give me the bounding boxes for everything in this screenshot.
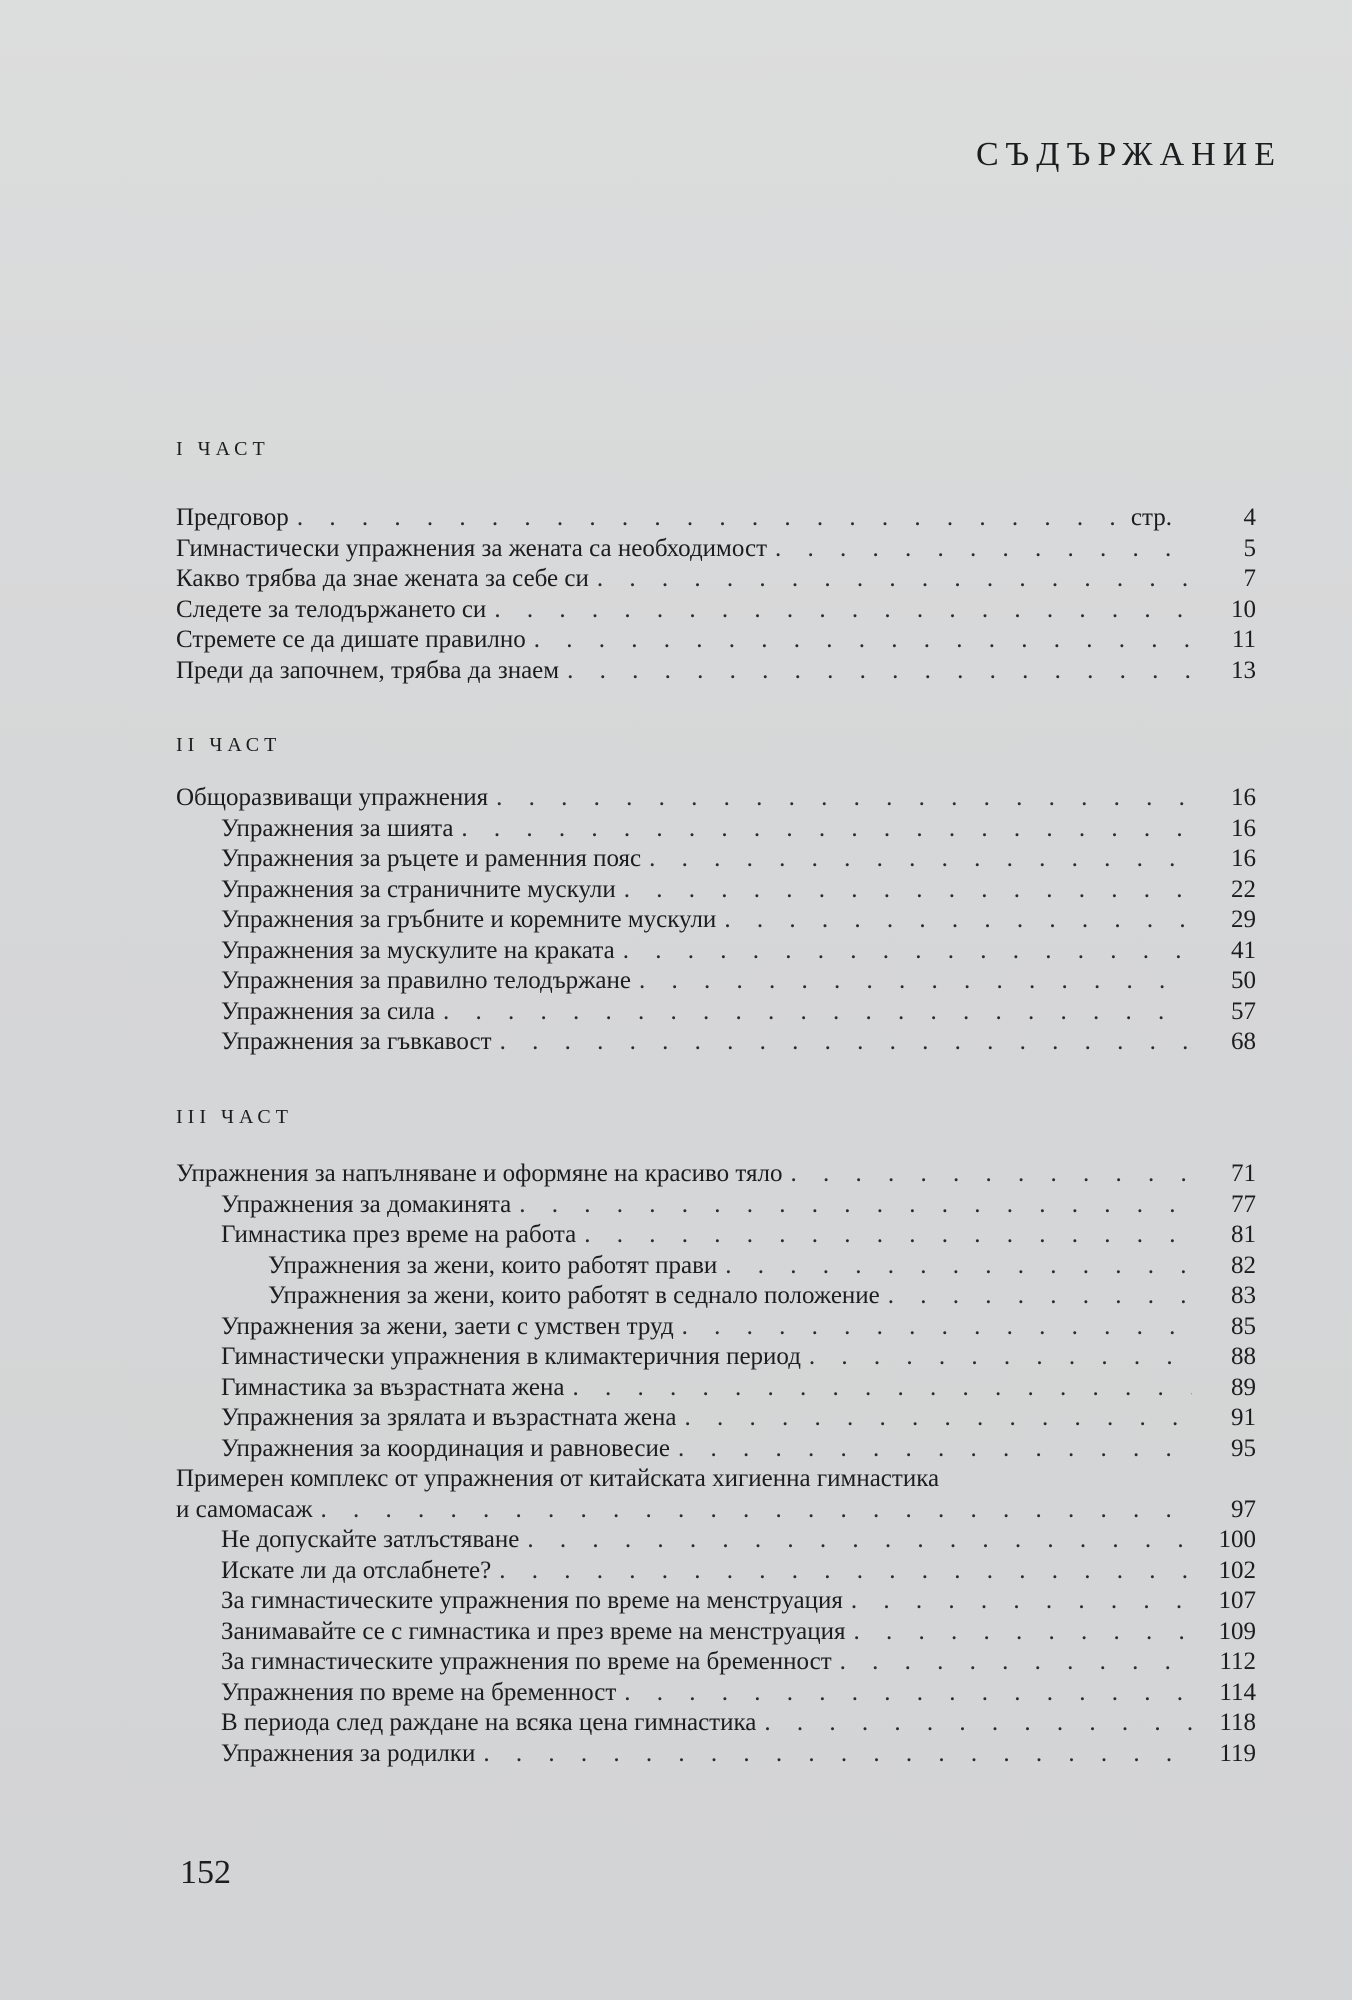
- toc-entry-page: 77: [1231, 1190, 1256, 1218]
- dot-leader: [775, 534, 1192, 565]
- toc-entry-page: 118: [1219, 1709, 1256, 1736]
- toc-entry-title: Не допускайте затлъстяване: [221, 1526, 520, 1553]
- toc-entry: [176, 814, 1256, 845]
- toc-entry: [176, 1617, 1256, 1648]
- toc-entry: [176, 564, 1256, 595]
- dot-leader: [499, 1556, 1192, 1587]
- toc-entry: [176, 1556, 1256, 1587]
- dot-leader: [443, 997, 1192, 1028]
- dot-leader: [584, 1220, 1192, 1251]
- toc-entry-page: 112: [1219, 1648, 1256, 1675]
- toc-entry-page: 97: [1231, 1495, 1256, 1523]
- toc-section: [176, 1159, 1256, 1769]
- toc-entry: [176, 1525, 1256, 1556]
- toc-entry-page: 82: [1231, 1251, 1256, 1279]
- toc-entry: [176, 595, 1256, 626]
- toc-entry-title: Упражнения за жени, които работят в седнало положение: [268, 1282, 880, 1309]
- toc-entry-title: и самомасаж: [176, 1495, 313, 1523]
- dot-leader: [534, 625, 1192, 656]
- toc-entry-title: Упражнения по време на бременност: [221, 1678, 617, 1706]
- page-abbrev: стр.: [1130, 504, 1172, 531]
- toc-entry-title: Гимнастика за възрастната жена: [221, 1373, 565, 1401]
- dot-leader: [321, 1495, 1193, 1526]
- page-title: СЪДЪРЖАНИЕ: [975, 136, 1282, 173]
- toc-entry: [176, 625, 1256, 656]
- toc-entry-page: 7: [1243, 565, 1256, 592]
- toc-entry-title: Гимнастически упражнения за жената са необходимост: [176, 534, 768, 562]
- toc-entry-title: Гимнастика през време на работа: [221, 1221, 577, 1248]
- toc-entry-title: Гимнастически упражнения в климактеричния период: [221, 1343, 801, 1370]
- toc-entry: [176, 1159, 1256, 1190]
- toc-entry: [176, 1312, 1256, 1343]
- part-heading: III ЧАСТ: [176, 1106, 293, 1128]
- toc-entry: [176, 936, 1256, 967]
- toc-entry-title: В периода след раждане на всяка цена гимнастика: [221, 1709, 757, 1736]
- toc-entry-page: 109: [1218, 1617, 1256, 1645]
- part-heading: I ЧАСТ: [176, 438, 270, 460]
- toc-entry-page: 16: [1231, 784, 1256, 811]
- dot-leader: [724, 905, 1192, 936]
- toc-entry-title: Упражнения за правилно телодържане: [221, 967, 631, 994]
- toc-entry: [176, 503, 1256, 534]
- toc-entry: [176, 1708, 1256, 1739]
- toc-entry-title: Упражнения за родилки: [221, 1739, 476, 1767]
- dot-leader: [678, 1434, 1192, 1465]
- toc-entry-page: 11: [1231, 626, 1256, 653]
- dot-leader: [297, 503, 1123, 534]
- toc-entry-title: Упражнения за ръцете и раменния пояс: [221, 845, 642, 872]
- toc-section: [176, 783, 1256, 1058]
- dot-leader: [840, 1647, 1192, 1678]
- toc-entry-page: 91: [1231, 1404, 1256, 1431]
- dot-leader: [496, 783, 1192, 814]
- toc-entry: [176, 783, 1256, 814]
- toc-entry-page: 119: [1219, 1739, 1256, 1767]
- dot-leader: [623, 936, 1192, 967]
- toc-entry-page: 16: [1231, 814, 1256, 842]
- toc-entry-page: 107: [1218, 1587, 1256, 1614]
- toc-entry-title: Упражнения за напълняване и оформяне на красиво тяло: [176, 1160, 783, 1187]
- toc-entry-page: 89: [1231, 1373, 1256, 1401]
- toc-entry-title: Искате ли да отслабнете?: [221, 1556, 492, 1584]
- toc-entry-page: 4: [1243, 504, 1256, 531]
- toc-entry-page: 10: [1231, 595, 1256, 623]
- toc-entry-title: Стремете се да дишате правилно: [176, 626, 526, 653]
- toc-entry: [176, 1647, 1256, 1678]
- dot-leader: [809, 1342, 1192, 1373]
- toc-entry-title: Упражнения за страничните мускули: [221, 875, 616, 903]
- toc-entry-title: Преди да започнем, трябва да знаем: [176, 656, 560, 684]
- toc-entry-title: Примерен комплекс от упражнения от китайската хигиенна гимнастика: [176, 1465, 940, 1492]
- toc-entry-title: Упражнения за координация и равновесие: [221, 1434, 670, 1462]
- toc-entry: [176, 1373, 1256, 1404]
- dot-leader: [624, 1678, 1192, 1709]
- toc-entry-page: 22: [1231, 875, 1256, 903]
- dot-leader: [790, 1159, 1192, 1190]
- toc-entry-page: 114: [1219, 1678, 1256, 1706]
- toc-entry: [176, 844, 1256, 875]
- page-number: 152: [180, 1854, 231, 1891]
- toc-entry-page: 41: [1231, 936, 1256, 964]
- dot-leader: [572, 1373, 1192, 1404]
- toc-entry: [176, 656, 1256, 687]
- dot-leader: [725, 1251, 1192, 1282]
- toc-entry-page: 85: [1231, 1312, 1256, 1340]
- toc-entry-page: 16: [1231, 845, 1256, 872]
- toc-entry: [176, 1220, 1256, 1251]
- toc-entry: [176, 1739, 1256, 1770]
- dot-leader: [684, 1403, 1192, 1434]
- toc-entry-page: 102: [1218, 1556, 1256, 1584]
- dot-leader: [519, 1190, 1192, 1221]
- toc-entry-title: Упражнения за гъвкавост: [221, 1028, 492, 1055]
- toc-entry-page: 88: [1231, 1343, 1256, 1370]
- toc-entry-title: Упражнения за мускулите на краката: [221, 936, 615, 964]
- toc-entry-continuation: [176, 1495, 1256, 1526]
- toc-entry-page: 95: [1231, 1434, 1256, 1462]
- toc-entry: [176, 966, 1256, 997]
- dot-leader: [888, 1281, 1192, 1312]
- toc-entry-page: 50: [1231, 967, 1256, 994]
- toc-entry-page: 68: [1231, 1028, 1256, 1055]
- dot-leader: [682, 1312, 1192, 1343]
- toc-entry: [176, 905, 1256, 936]
- dot-leader: [483, 1739, 1192, 1770]
- toc-entry: [176, 1586, 1256, 1617]
- toc-entry: [176, 997, 1256, 1028]
- dot-leader: [500, 1027, 1192, 1058]
- toc-entry: [176, 1678, 1256, 1709]
- toc-entry-page: 13: [1231, 656, 1256, 684]
- dot-leader: [527, 1525, 1192, 1556]
- toc-entry-page: 29: [1231, 906, 1256, 933]
- toc-entry: [176, 1251, 1256, 1282]
- dot-leader: [567, 656, 1192, 687]
- part-heading: II ЧАСТ: [176, 734, 282, 756]
- dot-leader: [597, 564, 1192, 595]
- toc-entry-page: 83: [1231, 1282, 1256, 1309]
- toc-entry-page: 57: [1231, 997, 1256, 1025]
- dot-leader: [624, 875, 1192, 906]
- toc-entry: [176, 1281, 1256, 1312]
- toc-entry-title: Следете за телодържането си: [176, 595, 487, 623]
- dot-leader: [649, 844, 1192, 875]
- toc-entry-title: Упражнения за жени, които работят прави: [268, 1251, 718, 1279]
- toc-entry-title: Упражнения за зрялата и възрастната жена: [221, 1404, 677, 1431]
- dot-leader: [854, 1617, 1192, 1648]
- toc-entry-title: Общоразвиващи упражнения: [176, 784, 489, 811]
- toc-entry: [176, 1464, 1256, 1495]
- toc-entry-page: 5: [1243, 534, 1256, 562]
- toc-entry: [176, 875, 1256, 906]
- dot-leader: [851, 1586, 1192, 1617]
- toc-entry: [176, 1190, 1256, 1221]
- toc-entry-page: 81: [1231, 1221, 1256, 1248]
- dot-leader: [639, 966, 1192, 997]
- toc-entry: [176, 1342, 1256, 1373]
- toc-entry: [176, 534, 1256, 565]
- toc-entry-page: 100: [1218, 1526, 1256, 1553]
- dot-leader: [494, 595, 1192, 626]
- toc-entry: [176, 1403, 1256, 1434]
- toc-entry: [176, 1027, 1256, 1058]
- dot-leader: [764, 1708, 1192, 1739]
- toc-entry-title: За гимнастическите упражнения по време на менструация: [221, 1587, 843, 1614]
- toc-entry-title: Занимавайте се с гимнастика и през време на менструация: [221, 1617, 846, 1645]
- toc-entry-page: 71: [1231, 1160, 1256, 1187]
- toc-entry-title: За гимнастическите упражнения по време на бременност: [221, 1648, 832, 1675]
- toc-entry-title: Упражнения за шията: [221, 814, 454, 842]
- toc-entry-title: Упражнения за жени, заети с умствен труд: [221, 1312, 674, 1340]
- toc-entry-title: Какво трябва да знае жената за себе си: [176, 565, 589, 592]
- toc-entry-title: Предговор: [176, 504, 289, 531]
- toc-entry-title: Упражнения за домакинята: [221, 1190, 512, 1218]
- toc-entry: [176, 1434, 1256, 1465]
- toc-entry-title: Упражнения за сила: [221, 997, 436, 1025]
- toc-entry-title: Упражнения за гръбните и коремните мускули: [221, 906, 717, 933]
- toc-section: [176, 503, 1256, 686]
- dot-leader: [461, 814, 1192, 845]
